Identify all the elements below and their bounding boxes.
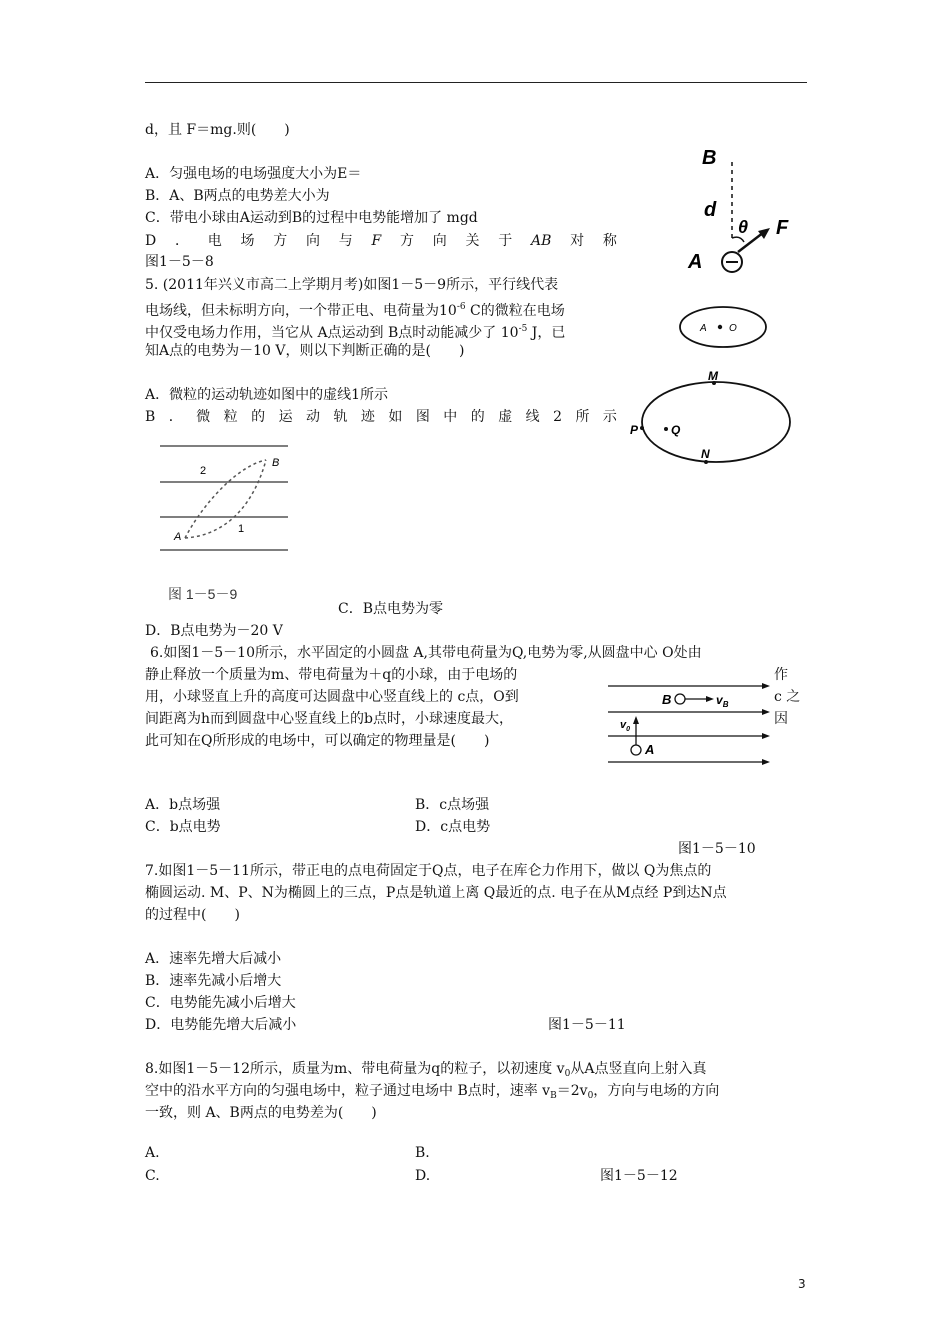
disc-label-a: A — [700, 323, 707, 334]
q7-line1: 7.如图1－5－11所示，带正电的点电荷固定于Q点，电子在库仑力作用下，做以 Q为焦点的 — [145, 863, 712, 879]
fig8-label-a: A — [688, 251, 703, 273]
q4-option-d: D ． 电 场 方 向 与 F 方 向 关 于 AB 对 称 — [145, 233, 617, 249]
figure-1-5-9 — [160, 440, 300, 560]
q4-figure-caption: 图1－5－8 — [145, 254, 214, 270]
q5-option-c: C．B点电势为零 — [338, 601, 443, 617]
q8-option-c: C. — [145, 1168, 160, 1184]
q6-line3: 用，小球竖直上升的高度可达圆盘中心竖直线上的 c点，O到 — [145, 689, 519, 705]
fig9-label-1: 1 — [238, 523, 245, 535]
ellipse-label-n: N — [701, 447, 710, 461]
q4-stem: d，且 F＝mg.则( ) — [145, 122, 290, 138]
q6-line2: 静止释放一个质量为m、带电荷量为＋q的小球，由于电场的 — [145, 667, 518, 683]
header-rule — [145, 82, 807, 83]
fig8-label-theta: θ — [738, 217, 749, 237]
fig12-label-vb: $v_B$ — [716, 693, 729, 709]
q8-option-d: D. — [415, 1168, 431, 1184]
q6-line4-tail: 因 — [774, 711, 788, 727]
q7-figure-caption: 图1－5－11 — [548, 1017, 626, 1033]
q5-option-b: B ． 微 粒 的 运 动 轨 迹 如 图 中 的 虚 线 2 所 示 — [145, 409, 617, 425]
q5-line3: 中仅受电场力作用，当它从 A点运动到 B点时动能减少了 $10^{-5}$ J，已 — [145, 324, 566, 341]
disc-label-o: O — [729, 323, 737, 334]
q6-line4: 间距离为h而到圆盘中心竖直线上的b点时，小球速度最大， — [145, 711, 513, 727]
q7-line3: 的过程中( ) — [145, 907, 240, 923]
fig8-label-f: F — [776, 217, 789, 239]
page-number: 3 — [798, 1277, 806, 1291]
q5-line2: 电场线，但未标明方向，一个带正电、电荷量为$10^{-6}$ C的微粒在电场 — [145, 302, 565, 319]
q8-option-a: A. — [145, 1145, 160, 1161]
q6-line5: 此可知在Q所形成的电场中，可以确定的物理量是( ) — [145, 733, 490, 749]
q8-line3: 一致，则 A、B两点的电势差为( ) — [145, 1105, 377, 1121]
q5-option-a: A．微粒的运动轨迹如图中的虚线1所示 — [145, 387, 389, 403]
fig12-label-v0: $v_0$ — [620, 719, 631, 733]
fig12-label-a: A — [645, 742, 655, 757]
q4-option-b: B．A、B两点的电势差大小为 — [145, 188, 330, 204]
ellipse-label-m: M — [708, 369, 718, 383]
figure-1-5-12 — [606, 680, 772, 772]
q7-option-c: C．电势能先减小后增大 — [145, 995, 296, 1011]
q4-option-a: A．匀强电场的电场强度大小为E＝ — [145, 166, 362, 182]
figure-ellipse — [628, 369, 798, 472]
q6-option-a: A．b点场强 — [145, 797, 221, 813]
fig8-label-d: d — [704, 199, 717, 221]
fig8-label-b: B — [702, 147, 717, 169]
q5-line1: 5. (2011年兴义市高二上学期月考)如图1－5－9所示，平行线代表 — [145, 277, 559, 293]
fig9-label-b: B — [272, 457, 280, 469]
figure-disc — [678, 305, 768, 351]
q8-figure-caption: 图1－5－12 — [600, 1168, 678, 1184]
q7-option-a: A．速率先增大后减小 — [145, 951, 282, 967]
q4-option-c: C．带电小球由A运动到B的过程中电势能增加了 mgd — [145, 210, 478, 226]
q6-option-b: B．c点场强 — [415, 797, 490, 813]
fig12-label-b: B — [662, 692, 672, 707]
fig9-label-2: 2 — [200, 465, 207, 477]
q7-option-b: B．速率先减小后增大 — [145, 973, 282, 989]
q6-option-c: C．b点电势 — [145, 819, 221, 835]
q6-line1: 6.如图1－5－10所示，水平固定的小圆盘 A,其带电荷量为Q,电势为零,从圆盘中心 O处由 — [150, 645, 702, 661]
ellipse-label-q: Q — [671, 423, 681, 437]
q5-option-d: D．B点电势为－20 V — [145, 623, 283, 639]
fig9-label-a: A — [174, 531, 182, 543]
q7-line2: 椭圆运动. M、P、N为椭圆上的三点，P点是轨道上离 Q最近的点. 电子在从M点经 P到达N点 — [145, 885, 727, 901]
q6-option-d: D．c点电势 — [415, 819, 491, 835]
figure-1-5-8 — [680, 140, 800, 280]
q8-line1: 8.如图1－5－12所示，质量为m、带电荷量为q的粒子，以初速度 $v_0$从A点竖直向上射入真 — [145, 1061, 707, 1079]
q5-line4: 知A点的电势为－10 V，则以下判断正确的是( ) — [145, 343, 465, 359]
q8-line2: 空中的沿水平方向的匀强电场中，粒子通过电场中 B点时，速率 $v_B=2v_0$，方向与电场的方向 — [145, 1083, 720, 1101]
q5-figure-caption: 图 1－5－9 — [168, 586, 238, 602]
ellipse-label-p: P — [630, 423, 639, 437]
q6-figure-caption: 图1－5－10 — [678, 841, 756, 857]
q8-option-b: B. — [415, 1145, 430, 1161]
q6-line3-tail: c 之 — [774, 689, 801, 705]
q7-option-d: D．电势能先增大后减小 — [145, 1017, 297, 1033]
q6-line2-tail: 作 — [774, 667, 788, 683]
